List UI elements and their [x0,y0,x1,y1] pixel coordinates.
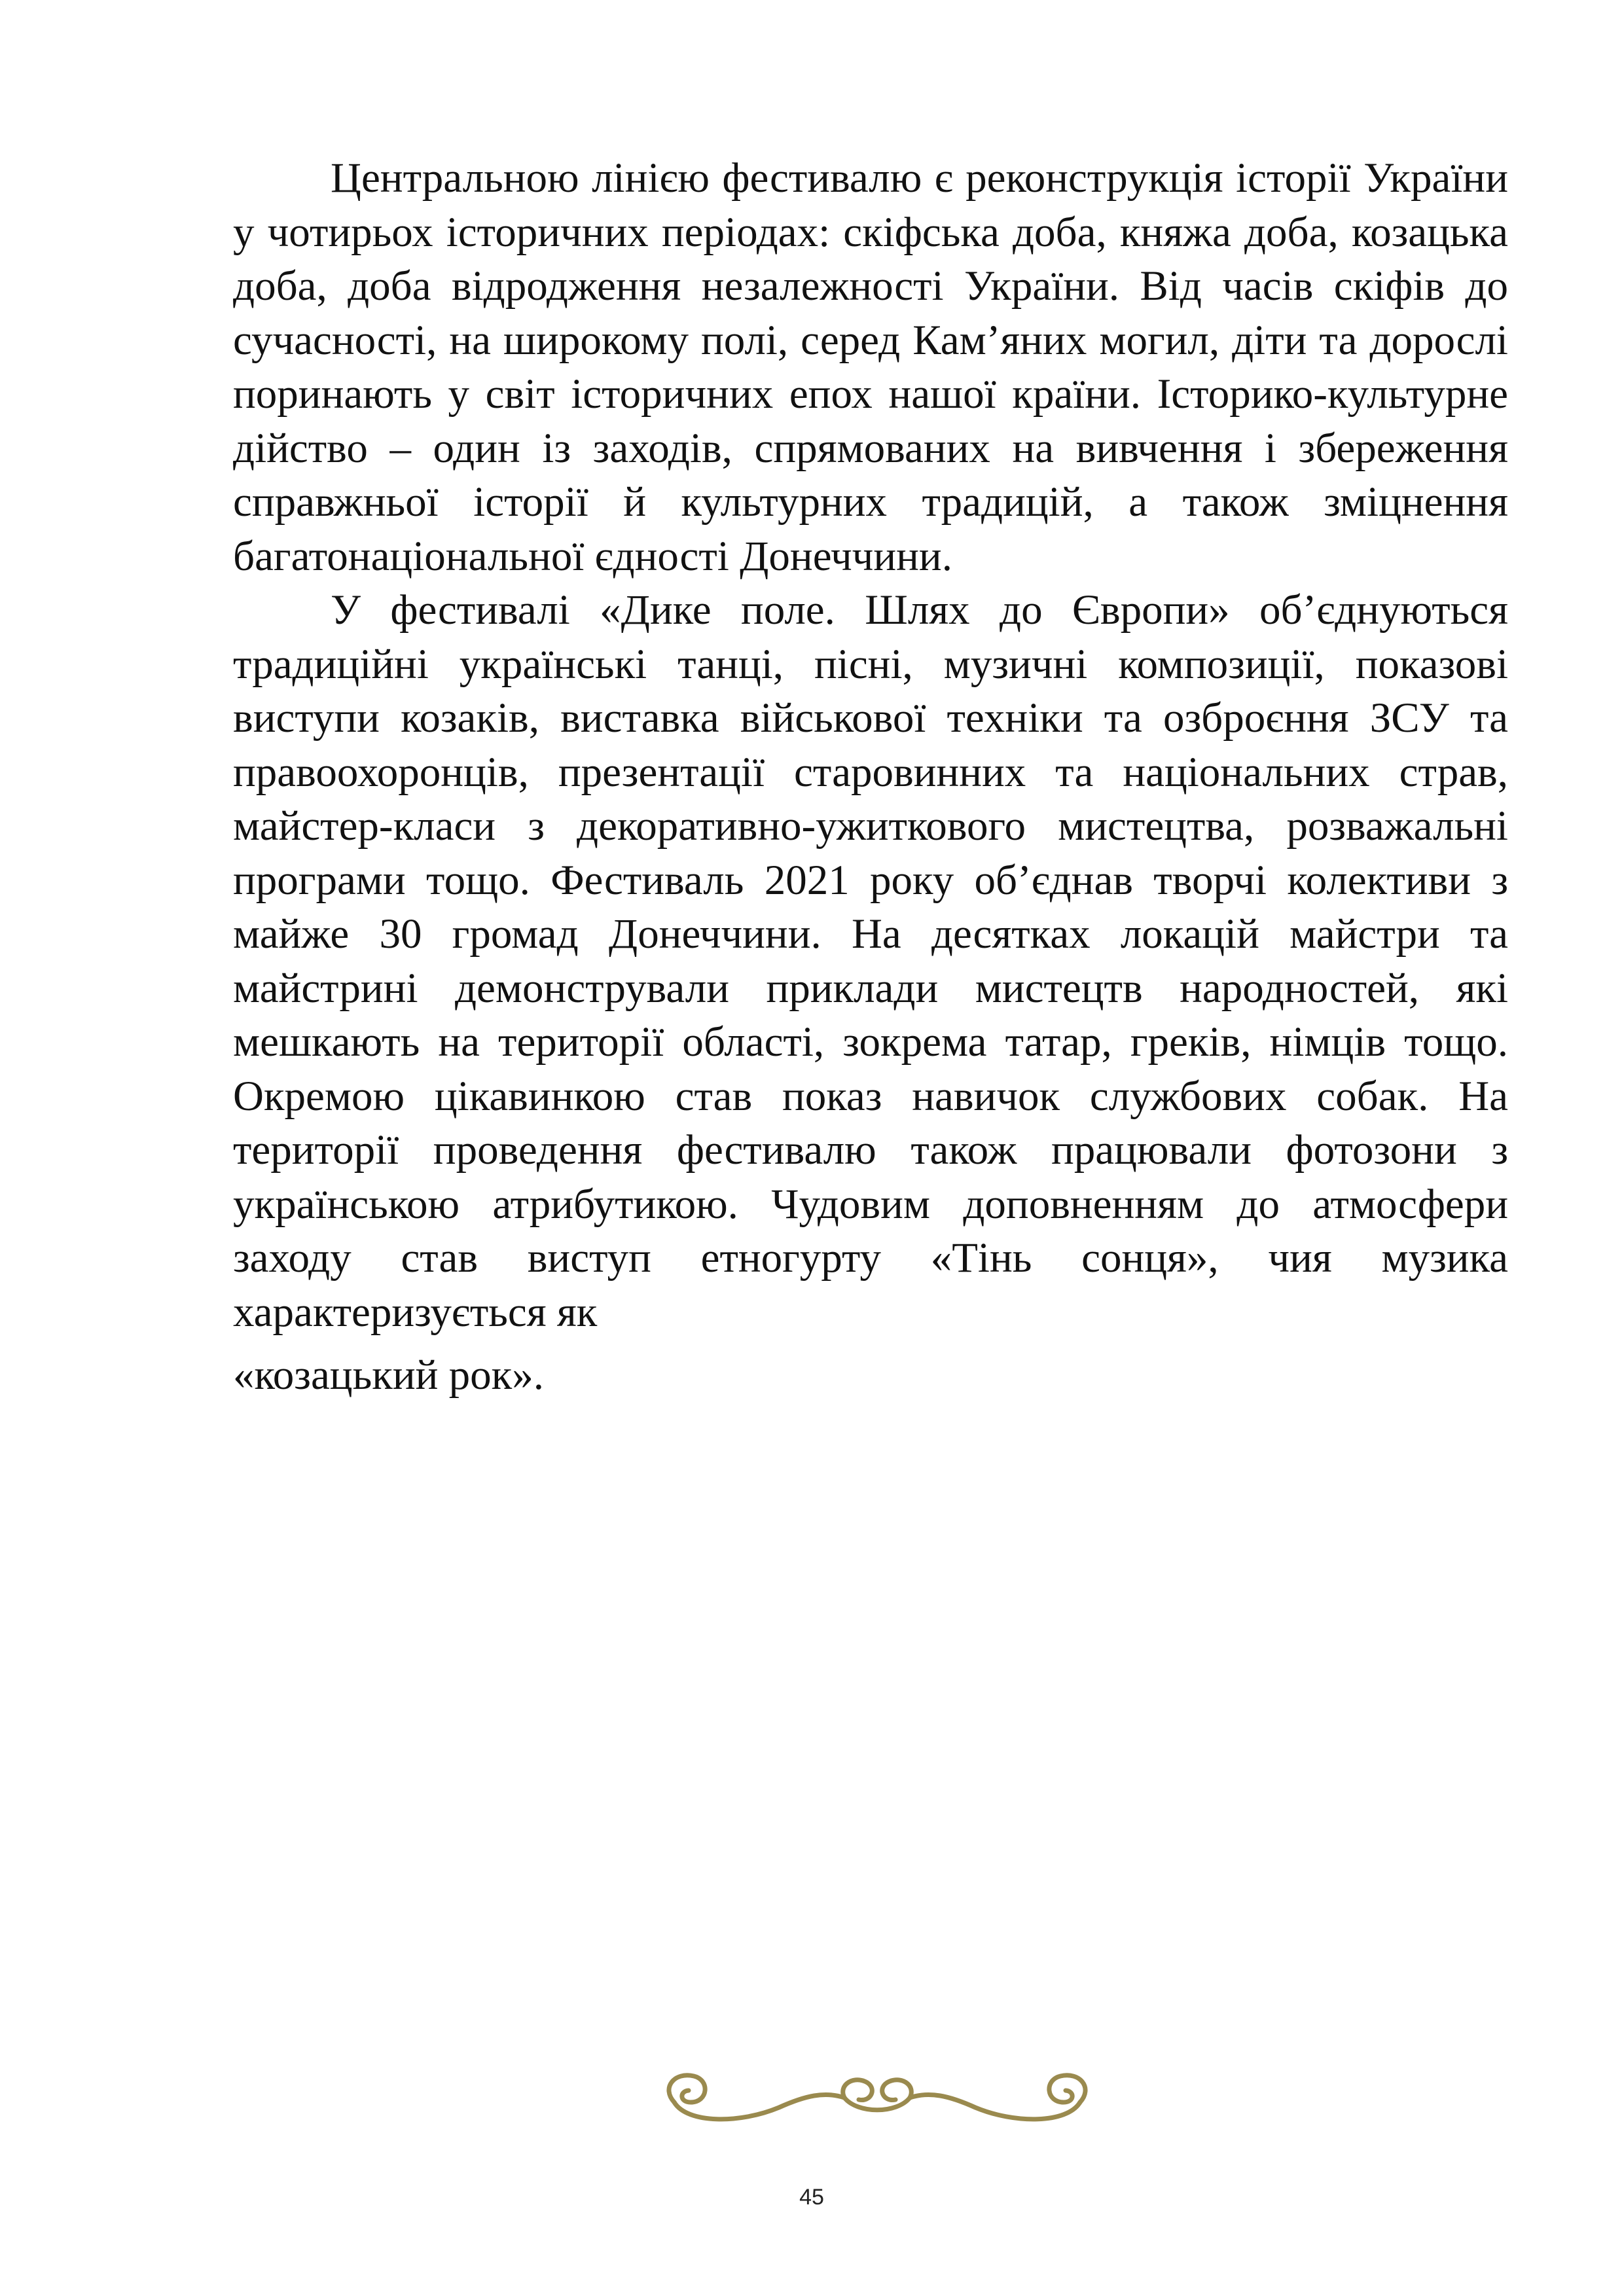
page-number: 45 [799,2185,824,2210]
paragraph-2: У фестивалі «Дике поле. Шлях до Європи» об’єднуються традиційні українські танці, пісні, музичні композиції, показові виступи козаків, виставка військової техніки та озброєння ЗСУ та правоохоронців, презентації старовинних та національних страв, майстер-класи з декоративно-ужиткового мистецтва, розважальні програми тощо. Фестиваль 2021 року об’єднав творчі колективи з майже 30 громад Донеччини. На десятках локацій майстри та майстрині демонстрували приклади мистецтв народностей, які мешкають на території області, зокрема татар, греків, німців тощо. Окремою цікавинкою став показ навичок службових собак. На території проведення фестивалю також працювали фотозони з українською атрибутикою. Чудовим доповненням до атмосфери заходу став виступ етногурту «Тінь сонця», чия музика характеризується як [233,586,1508,1336]
paragraph-1: Центральною лінією фестивалю є реконструкція історії України у чотирьох історичних періодах: скіфська доба, княжа доба, козацька доба, доба відродження незалежності України. Від часів скіфів до сучасності, на широкому полі, серед Кам’яних могил, діти та дорослі поринають у світ історичних епох нашої країни. Історико-культурне дійство – один із заходів, спрямованих на вивчення і збереження справжньої історії й культурних традицій, а також зміцнення багатонаціональної єдності Донеччини. [233,154,1508,580]
flourish-divider-icon [648,2062,1106,2134]
paragraph-2-tail: «козацький рок». [233,1352,544,1399]
document-body [233,151,1508,1403]
